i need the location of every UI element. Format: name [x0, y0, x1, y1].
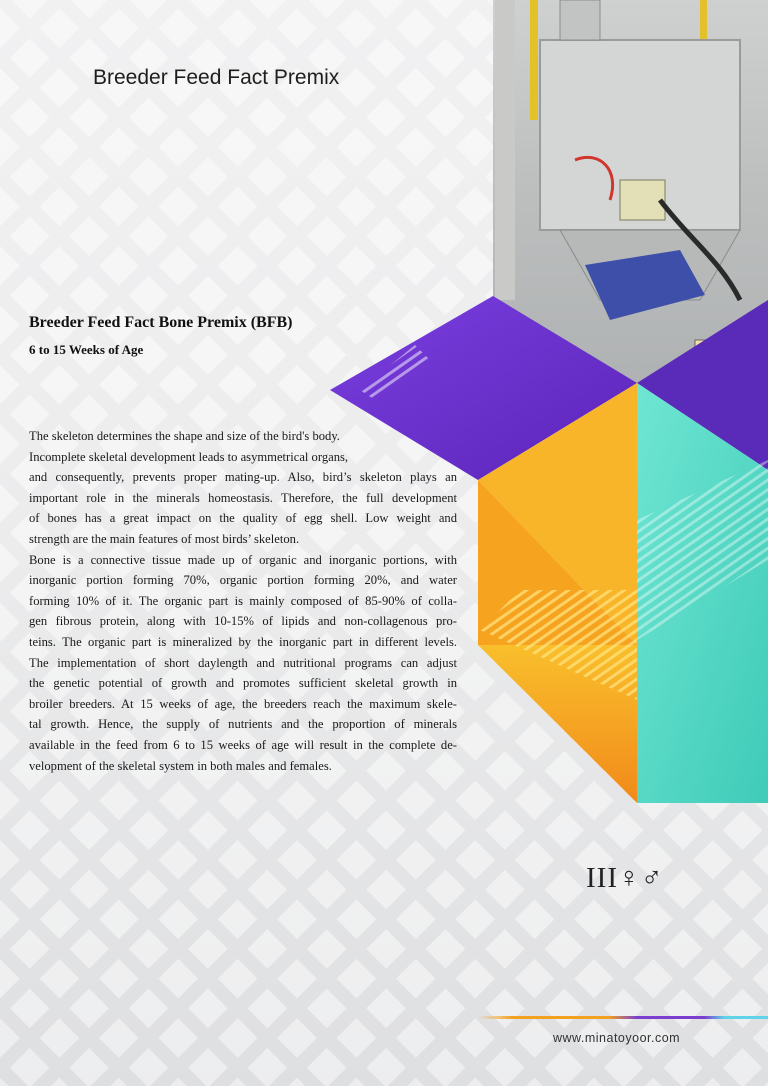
page-header-title: Breeder Feed Fact Premix: [93, 66, 340, 89]
body-line: The skeleton determines the shape and size of the bird's body.: [29, 429, 340, 443]
body-line: strength are the main features of most birds’ skeleton.: [29, 531, 300, 546]
footer-divider: [478, 1016, 768, 1019]
body-text: [29, 426, 457, 776]
section-subtitle: 6 to 15 Weeks of Age: [29, 342, 144, 357]
body-line: Bone is a connective tissue made up of organic and inorganic portions, with: [29, 552, 457, 567]
body-line: important role in the minerals homeostasis. Therefore, the full development: [29, 490, 457, 505]
body-line: velopment of the skeletal system in both males and females.: [29, 758, 332, 773]
body-line: Incomplete skeletal development leads to asymmetrical organs,: [29, 449, 349, 464]
body-line: available in the feed from 6 to 15 weeks of age will result in the complete de-: [29, 737, 457, 752]
body-line: inorganic portion forming 70%, organic portion forming 20%, and water: [29, 573, 457, 588]
body-line: the genetic potential of growth and promotes sufficient skeletal growth in: [29, 676, 457, 691]
body-line: of bones has a great impact on the quality of egg shell. Low weight and: [29, 511, 457, 526]
body-line: forming 10% of it. The organic part is mainly composed of 85-90% of colla-: [29, 593, 457, 608]
body-line: gen fibrous protein, along with 10-15% of lipids and non-collagenous pro-: [29, 614, 457, 629]
footer-website[interactable]: www.minatoyoor.com: [553, 1031, 681, 1045]
brand-logo-mark: III♀♂: [586, 862, 664, 894]
body-line: teins. The organic part is mineralized by the inorganic part in different levels.: [29, 634, 457, 649]
body-line: The implementation of short daylength and nutritional programs can adjust: [29, 655, 457, 670]
body-line: broiler breeders. At 15 weeks of age, the breeders reach the maximum skele-: [29, 696, 457, 711]
body-line: and consequently, prevents proper mating-up. Also, bird’s skeleton plays an: [29, 470, 457, 485]
body-line: tal growth. Hence, the supply of nutrients and the proportion of minerals: [29, 717, 457, 732]
section-title: Breeder Feed Fact Bone Premix (BFB): [29, 314, 293, 331]
